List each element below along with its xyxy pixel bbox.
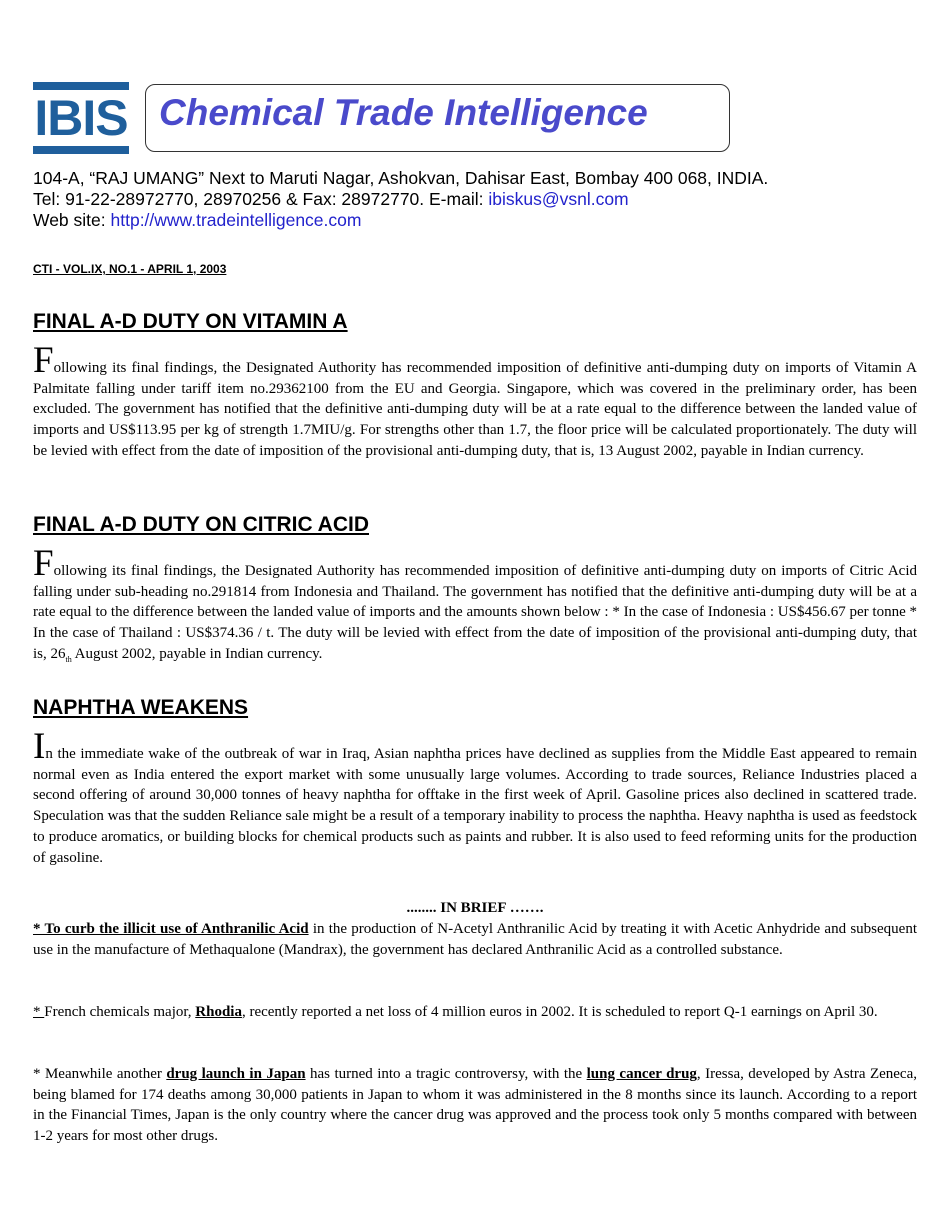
brief-link-rhodia[interactable]: Rhodia <box>195 1004 242 1020</box>
logo-top-bar <box>33 82 129 90</box>
address-line: 104-A, “RAJ UMANG” Next to Maruti Nagar, Ashokvan, Dahisar East, Bombay 400 068, INDIA. <box>33 168 769 188</box>
article-heading-naphtha: NAPHTHA WEAKENS <box>33 696 249 719</box>
article-body-citric-acid <box>33 543 917 671</box>
article-text-end: August 2002, payable in Indian currency. <box>71 645 323 662</box>
tel-fax-line <box>33 189 768 210</box>
brief-link-drug-launch[interactable]: drug launch in Japan <box>166 1066 306 1082</box>
date-suffix: th <box>65 654 72 664</box>
brief-text: French chemicals major, <box>44 1004 196 1020</box>
brief-text: in the production of N-Acetyl Anthranilic Acid by treating it with Acetic Anhydride and subsequent use in the manufacture of Methaqualone (Mandrax), the government has declared Anthranilic Acid as a controlled substance. <box>33 921 917 958</box>
logo-text: IBIS <box>34 90 128 146</box>
brief-star: * <box>33 1004 45 1020</box>
drop-cap: F <box>33 543 54 584</box>
article-heading-citric-acid: FINAL A-D DUTY ON CITRIC ACID <box>33 513 369 536</box>
banner-title: Chemical Trade Intelligence <box>159 92 648 133</box>
ibis-logo <box>33 82 129 154</box>
brief-text: , Iressa, developed by Astra Zeneca, being blamed for 174 deaths among 30,000 patients in Japan to whom it was administered in the 8 months since its launch. According to a report in the Financial Times, Japan is the only country where the cancer drug was approved and the process took only 5 months compared with between 1-2 years for most other drugs. <box>33 1066 917 1145</box>
logo-bottom-bar <box>33 146 129 154</box>
brief-text: , recently reported a net loss of 4 million euros in 2002. It is scheduled to report Q-1 earnings on April 30. <box>241 1004 878 1020</box>
email-link[interactable]: ibiskus@vsnl.com <box>488 189 629 209</box>
article-body-naphtha <box>33 726 917 868</box>
article-text: ollowing its final findings, the Designated Authority has recommended imposition of definitive anti-dumping duty on imports of Vitamin A Palmitate falling under tariff item no.29362100 from the EU and Georgia. Singapore, which was covered in the preliminary order, has been excluded. The government has notified that the definitive anti-dumping duty will be at a rate equal to the difference between the landed value of imports and US$113.95 per kg of strength 1.7MIU/g. For strengths other than 1.7, the floor price will be calculated proportionately. The duty will be levied with effect from the date of imposition of the provisional anti-dumping duty, that is, 13 August 2002, payable in Indian currency. <box>33 360 917 459</box>
in-brief-heading: ........ IN BRIEF ……. <box>406 900 544 916</box>
article-text: ollowing its final findings, the Designated Authority has recommended imposition of definitive anti-dumping duty on imports of Citric Acid falling under sub-heading no.291814 from Indonesia and Thailand. The government has notified that the definitive anti-dumping duty will be at a rate equal to the difference between the landed value of imports and the amounts shown below : * In the case of Indonesia : US$456.67 per tonne * In the case of Thailand : US$374.36 / t. The duty will be levied with effect from the date of imposition of the provisional anti-dumping duty, that is, 26 <box>33 563 917 662</box>
brief-item-rhodia <box>33 1002 917 1023</box>
article-heading-vitamin-a: FINAL A-D DUTY ON VITAMIN A <box>33 310 348 333</box>
title-banner <box>145 84 730 152</box>
website-label: Web site: <box>33 210 111 230</box>
brief-text: has turned into a tragic controversy, with the <box>305 1066 587 1082</box>
tel-fax-text: Tel: 91-22-28972770, 28970256 & Fax: 28972770. E-mail: <box>33 189 489 209</box>
drop-cap: F <box>33 340 54 381</box>
brief-link-anthranilic[interactable]: * To curb the illicit use of Anthranilic Acid <box>33 921 309 937</box>
website-line <box>33 210 768 231</box>
website-link[interactable]: http://www.tradeintelligence.com <box>110 210 362 230</box>
contact-block <box>33 168 768 231</box>
article-body-vitamin-a <box>33 340 917 462</box>
drop-cap: I <box>33 726 46 767</box>
issue-line: CTI - VOL.IX, NO.1 - APRIL 1, 2003 <box>33 262 227 276</box>
brief-text: * Meanwhile another <box>33 1066 167 1082</box>
brief-item-anthranilic <box>33 919 917 960</box>
article-text: n the immediate wake of the outbreak of war in Iraq, Asian naphtha prices have declined as supplies from the Middle East appeared to remain normal even as India entered the export market with some unusually large volumes. According to trade sources, Reliance Industries placed a second offering of around 30,000 tonnes of heavy naphtha for offtake in the first week of April. Gasoline prices also declined in scattered trade. Speculation was that the sudden Reliance sale might be a result of a temporary inability to process the naphtha. Heavy naphtha is used as feedstock to produce aromatics, or building blocks for chemical products such as paints and rubber. It is also used to feed reforming units for the production of gasoline. <box>33 746 917 866</box>
brief-link-lung-cancer[interactable]: lung cancer drug <box>586 1066 697 1082</box>
brief-item-iressa <box>33 1064 917 1147</box>
